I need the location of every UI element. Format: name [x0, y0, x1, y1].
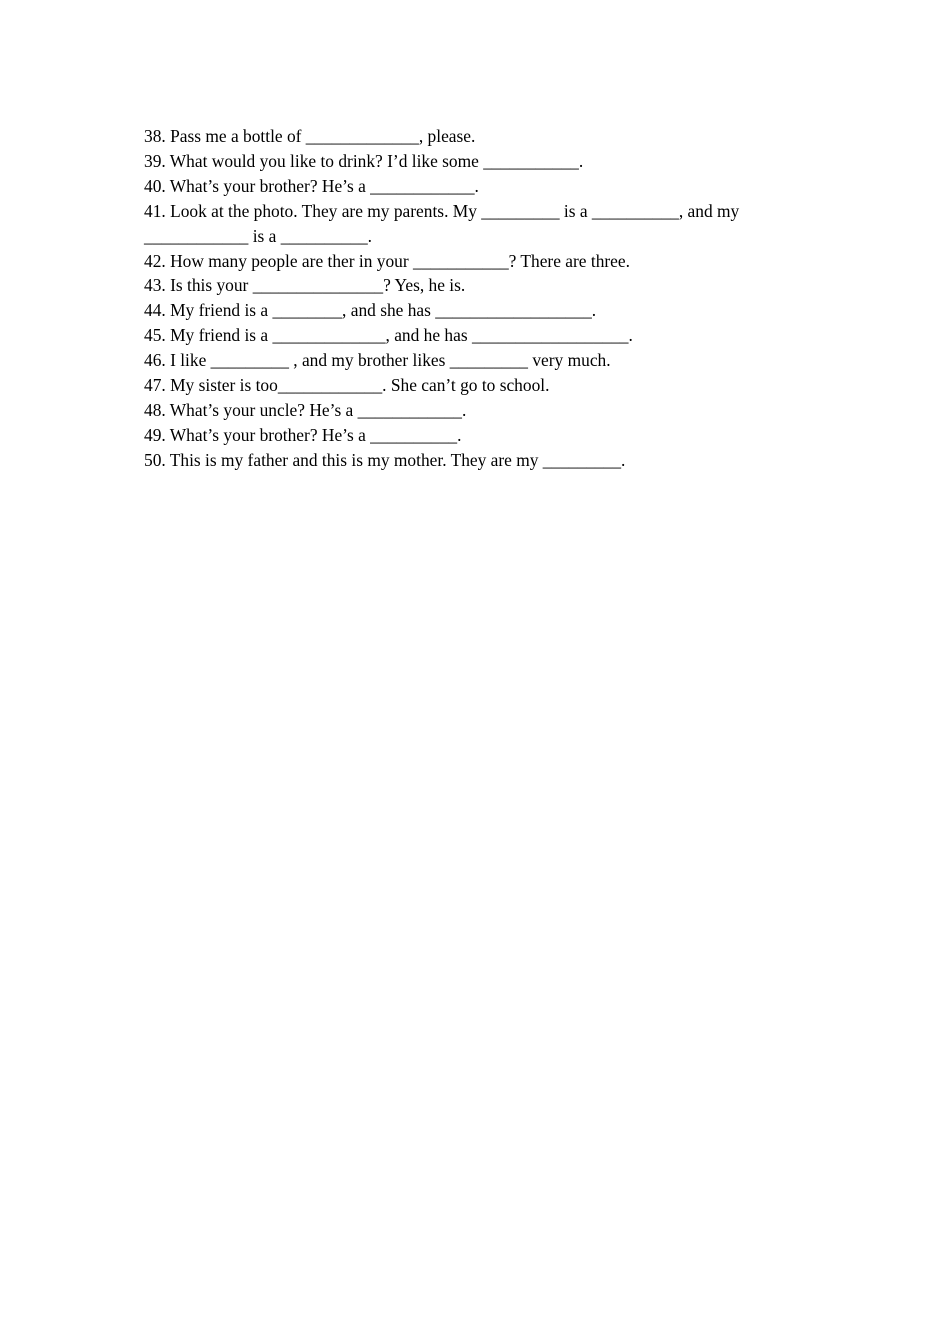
question-42: 42. How many people are ther in your ___________? There are three.	[144, 250, 630, 271]
question-50: 50. This is my father and this is my mother. They are my _________.	[144, 449, 626, 470]
question-43: 43. Is this your _______________? Yes, he is.	[144, 275, 466, 296]
question-49: 49. What’s your brother? He’s a __________.	[144, 424, 462, 445]
question-38: 38. Pass me a bottle of _____________, please.	[144, 126, 476, 146]
fill-in-the-blank-worksheet	[144, 124, 812, 473]
question-46: 46. I like _________ , and my brother likes _________ very much.	[144, 350, 611, 371]
question-39: 39. What would you like to drink? I’d like some ___________.	[144, 150, 584, 171]
question-45: 45. My friend is a _____________, and he has __________________.	[144, 325, 633, 346]
question-44: 44. My friend is a ________, and she has __________________.	[144, 300, 597, 321]
question-48: 48. What’s your uncle? He’s a ____________.	[144, 399, 467, 420]
question-47: 47. My sister is too____________. She can’t go to school.	[144, 375, 550, 396]
question-40: 40. What’s your brother? He’s a ____________.	[144, 175, 479, 196]
question-41: 41. Look at the photo. They are my parents. My _________ is a __________, and my ____________ is a __________.	[144, 200, 740, 246]
